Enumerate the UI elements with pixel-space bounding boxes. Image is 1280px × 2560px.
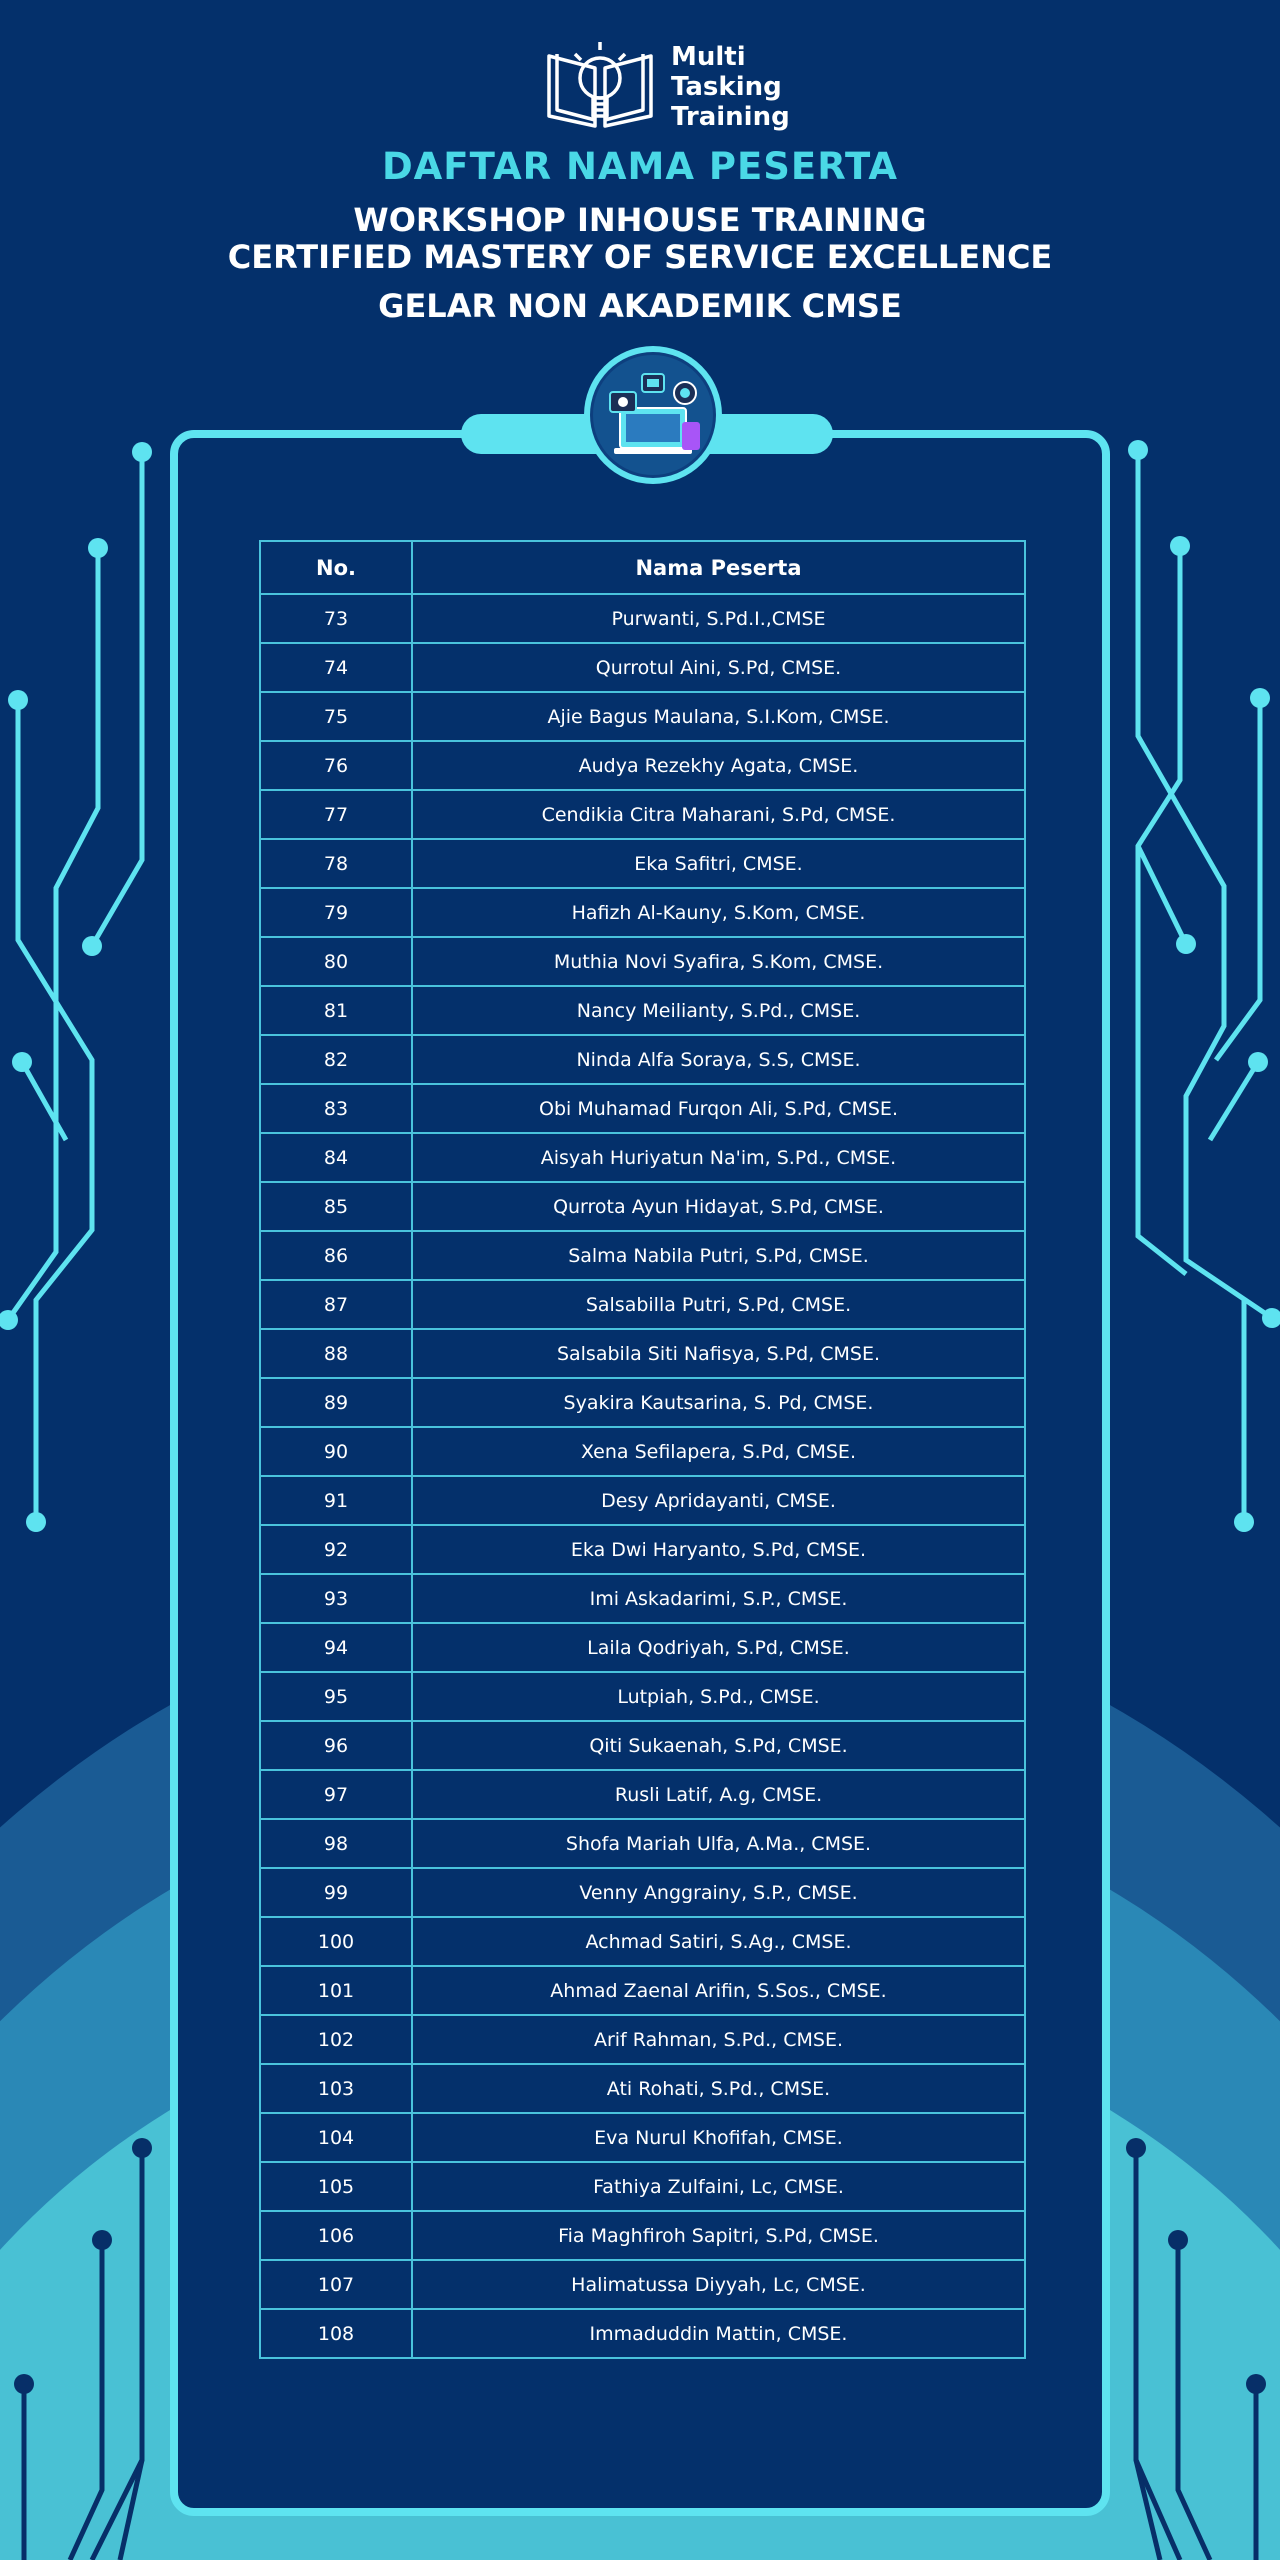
participant-number: 81: [260, 986, 412, 1035]
table-row: [260, 1868, 1025, 1917]
table-row: [260, 1623, 1025, 1672]
participant-name: Syakira Kautsarina, S. Pd, CMSE.: [412, 1378, 1025, 1427]
participant-name: Ati Rohati, S.Pd., CMSE.: [412, 2064, 1025, 2113]
participant-name: Desy Apridayanti, CMSE.: [412, 1476, 1025, 1525]
participant-number: 85: [260, 1182, 412, 1231]
participant-name: Venny Anggrainy, S.P., CMSE.: [412, 1868, 1025, 1917]
participant-name: Nancy Meilianty, S.Pd., CMSE.: [412, 986, 1025, 1035]
participant-name: Muthia Novi Syafira, S.Kom, CMSE.: [412, 937, 1025, 986]
table-row: [260, 1819, 1025, 1868]
participant-name: Salsabila Siti Nafisya, S.Pd, CMSE.: [412, 1329, 1025, 1378]
table-row: [260, 594, 1025, 643]
page-subtitle-1: WORKSHOP INHOUSE TRAINING: [353, 201, 927, 239]
table-row: [260, 1378, 1025, 1427]
participants-table: [259, 540, 1026, 2359]
page-subtitle-3: GELAR NON AKADEMIK CMSE: [378, 287, 902, 325]
participant-number: 74: [260, 643, 412, 692]
table-row: [260, 1231, 1025, 1280]
participant-name: Arif Rahman, S.Pd., CMSE.: [412, 2015, 1025, 2064]
participant-number: 96: [260, 1721, 412, 1770]
table-row: [260, 2260, 1025, 2309]
participant-number: 95: [260, 1672, 412, 1721]
participant-number: 108: [260, 2309, 412, 2358]
participant-number: 75: [260, 692, 412, 741]
table-row: [260, 1329, 1025, 1378]
participant-number: 103: [260, 2064, 412, 2113]
participant-name: Ajie Bagus Maulana, S.I.Kom, CMSE.: [412, 692, 1025, 741]
tech-illustration-badge: [584, 346, 722, 484]
participant-name: Qiti Sukaenah, S.Pd, CMSE.: [412, 1721, 1025, 1770]
table-row: [260, 790, 1025, 839]
participant-number: 83: [260, 1084, 412, 1133]
participant-number: 105: [260, 2162, 412, 2211]
participant-number: 82: [260, 1035, 412, 1084]
table-row: [260, 2113, 1025, 2162]
table-row: [260, 643, 1025, 692]
participant-name: Eka Safitri, CMSE.: [412, 839, 1025, 888]
table-row: [260, 2309, 1025, 2358]
participant-number: 102: [260, 2015, 412, 2064]
column-header-number: No.: [260, 541, 412, 594]
table-row: [260, 839, 1025, 888]
participant-number: 104: [260, 2113, 412, 2162]
participant-name: Halimatussa Diyyah, Lc, CMSE.: [412, 2260, 1025, 2309]
table-row: [260, 1966, 1025, 2015]
participant-name: Lutpiah, S.Pd., CMSE.: [412, 1672, 1025, 1721]
participant-name: Immaduddin Mattin, CMSE.: [412, 2309, 1025, 2358]
table-row: [260, 1672, 1025, 1721]
participant-name: Qurrotul Aini, S.Pd, CMSE.: [412, 643, 1025, 692]
lightbulb-book-icon: [545, 36, 655, 136]
table-row: [260, 1182, 1025, 1231]
participant-name: Ninda Alfa Soraya, S.S, CMSE.: [412, 1035, 1025, 1084]
participant-number: 94: [260, 1623, 412, 1672]
table-row: [260, 1525, 1025, 1574]
participant-number: 100: [260, 1917, 412, 1966]
table-row: [260, 1917, 1025, 1966]
participant-name: Obi Muhamad Furqon Ali, S.Pd, CMSE.: [412, 1084, 1025, 1133]
table-body: [260, 594, 1025, 2358]
participant-number: 98: [260, 1819, 412, 1868]
table-row: [260, 937, 1025, 986]
table-row: [260, 1574, 1025, 1623]
table-row: [260, 986, 1025, 1035]
page-subtitle-2: CERTIFIED MASTERY OF SERVICE EXCELLENCE: [227, 238, 1053, 276]
participant-number: 79: [260, 888, 412, 937]
participant-number: 107: [260, 2260, 412, 2309]
participant-number: 77: [260, 790, 412, 839]
participant-name: Fathiya Zulfaini, Lc, CMSE.: [412, 2162, 1025, 2211]
participant-name: Hafizh Al-Kauny, S.Kom, CMSE.: [412, 888, 1025, 937]
participant-number: 88: [260, 1329, 412, 1378]
table-row: [260, 2064, 1025, 2113]
participant-number: 99: [260, 1868, 412, 1917]
logo-line-2: Tasking: [671, 72, 782, 102]
logo-line-1: Multi: [671, 42, 746, 72]
participant-number: 87: [260, 1280, 412, 1329]
participant-number: 106: [260, 2211, 412, 2260]
table-row: [260, 888, 1025, 937]
participant-number: 80: [260, 937, 412, 986]
column-header-name: Nama Peserta: [412, 541, 1025, 594]
page-title: DAFTAR NAMA PESERTA: [381, 145, 899, 188]
table-row: [260, 1084, 1025, 1133]
table-row: [260, 1280, 1025, 1329]
table-row: [260, 1770, 1025, 1819]
participant-number: 84: [260, 1133, 412, 1182]
participant-number: 90: [260, 1427, 412, 1476]
participant-number: 92: [260, 1525, 412, 1574]
participant-number: 89: [260, 1378, 412, 1427]
participant-name: Purwanti, S.Pd.I.,CMSE: [412, 594, 1025, 643]
participant-number: 93: [260, 1574, 412, 1623]
participant-number: 73: [260, 594, 412, 643]
table-row: [260, 1721, 1025, 1770]
table-row: [260, 1476, 1025, 1525]
table-row: [260, 1035, 1025, 1084]
tech-devices-illustration: [590, 352, 716, 478]
participant-name: Salsabilla Putri, S.Pd, CMSE.: [412, 1280, 1025, 1329]
participant-name: Salma Nabila Putri, S.Pd, CMSE.: [412, 1231, 1025, 1280]
table-row: [260, 1427, 1025, 1476]
participant-name: Eva Nurul Khofifah, CMSE.: [412, 2113, 1025, 2162]
table-header-row: [260, 541, 1025, 594]
participant-name: Fia Maghfiroh Sapitri, S.Pd, CMSE.: [412, 2211, 1025, 2260]
participant-number: 78: [260, 839, 412, 888]
table-row: [260, 2162, 1025, 2211]
logo-line-3: Training: [671, 102, 790, 132]
participant-name: Cendikia Citra Maharani, S.Pd, CMSE.: [412, 790, 1025, 839]
table-row: [260, 1133, 1025, 1182]
participant-number: 86: [260, 1231, 412, 1280]
participant-number: 101: [260, 1966, 412, 2015]
participant-number: 97: [260, 1770, 412, 1819]
participant-name: Shofa Mariah Ulfa, A.Ma., CMSE.: [412, 1819, 1025, 1868]
table-row: [260, 692, 1025, 741]
table-row: [260, 2211, 1025, 2260]
company-logo: [545, 36, 795, 136]
participant-name: Eka Dwi Haryanto, S.Pd, CMSE.: [412, 1525, 1025, 1574]
table-row: [260, 2015, 1025, 2064]
participant-name: Rusli Latif, A.g, CMSE.: [412, 1770, 1025, 1819]
participant-name: Achmad Satiri, S.Ag., CMSE.: [412, 1917, 1025, 1966]
participant-name: Xena Sefilapera, S.Pd, CMSE.: [412, 1427, 1025, 1476]
logo-wordmark: [671, 42, 790, 132]
participant-name: Laila Qodriyah, S.Pd, CMSE.: [412, 1623, 1025, 1672]
participant-number: 76: [260, 741, 412, 790]
participant-name: Aisyah Huriyatun Na'im, S.Pd., CMSE.: [412, 1133, 1025, 1182]
participant-name: Ahmad Zaenal Arifin, S.Sos., CMSE.: [412, 1966, 1025, 2015]
participant-name: Qurrota Ayun Hidayat, S.Pd, CMSE.: [412, 1182, 1025, 1231]
participant-number: 91: [260, 1476, 412, 1525]
participant-name: Audya Rezekhy Agata, CMSE.: [412, 741, 1025, 790]
participant-name: Imi Askadarimi, S.P., CMSE.: [412, 1574, 1025, 1623]
table-row: [260, 741, 1025, 790]
